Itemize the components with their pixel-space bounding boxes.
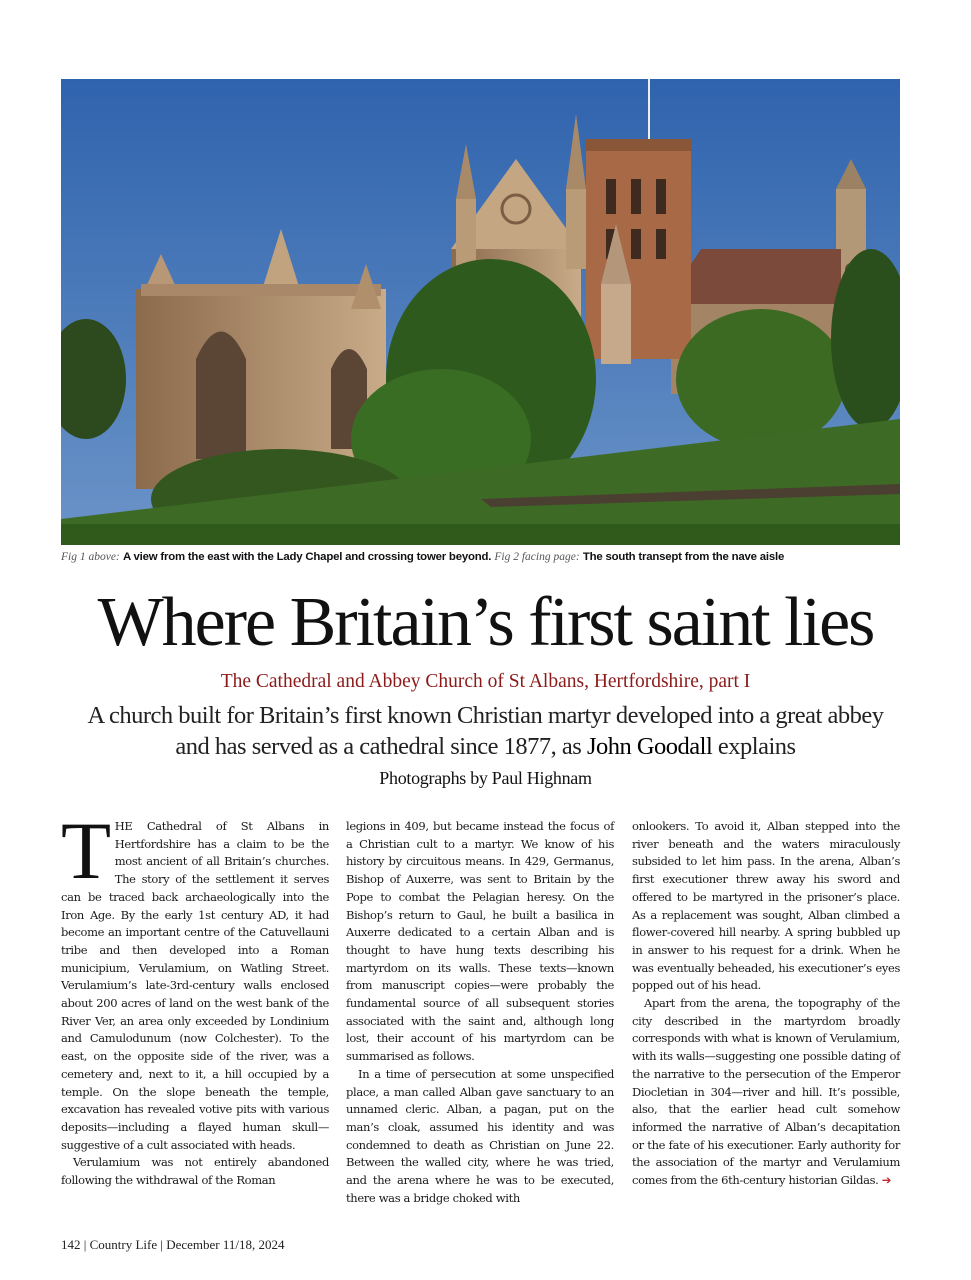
col1-paragraph-1: HE Cathedral of St Albans in Hertfordshire has a claim to be the most ancient of all Britain’s churches. The story of the settlement it serves can be traced back archaeologically into the Iron Age. By the early 1st century AD, it had become an important centre of the Catuvellauni tribe and then developed into a Roman municipium, Verulamium, on Watling Street. Verulamium’s late-3rd-century walls enclosed about 200 acres of land on the west bank of the River Ver, an area only exceeded by Londinium and Camulodunum (now Colchester). To the east, on the opposite side of the river, was a cemetery and, next to it, a hill occupied by a temple. On the slope beneath the temple, excavation has revealed votive pits with various deposits—including a flayed human skull—suggestive of a cult associated with heads. [61,819,329,1152]
drop-cap: T [61,805,111,896]
page-folio: 142 | Country Life | December 11/18, 2024 [61,1237,285,1252]
photographer-credit: Photographs by Paul Highnam [379,768,592,788]
col3-paragraph-1: onlookers. To avoid it, Alban stepped into the river beneath and the waters miraculously subsided to let him pass. In the arena, Alban’s first executioner threw away his sword and offered to be martyred in the prisoner’s place. As a replacement was sought, Alban climbed a flower-covered hill nearby. A spring bubbled up in answer to his request for a drink. When he was eventually beheaded, his executioner’s eyes popped out of his head. [632,819,900,993]
col2-paragraph-1: legions in 409, but became instead the focus of a Christian cult to a martyr. We know of his history by circuitous means. In 429, Germanus, Bishop of Auxerre, was sent to Britain by the Pope to combat the Pelagian heresy. On the Bishop’s return to Gaul, he built a basilica in Auxerre dedicated to a certain Alban and is thought to have hung texts describing his martyrdom on its walls. These texts—known from manuscript copies—were probably the fundamental source of all subsequent stories associated with the saint and, although long lost, their account of his martyrdom can be summarised as follows. [346,819,614,1064]
col3-paragraph-2-text: Apart from the arena, the topography of the city described in the martyrdom broadly corresponds with what is known of Verulamium, with its walls—suggesting one possible dating of the narrative to the persecution of the Emperor Diocletian in 304—river and hill. It’s possible, also, that the earlier head cult somehow informed the narrative of Alban’s decapitation or the fate of his executioner. Early authority for the association of the martyr and Verulamium comes from the 6th-century historian Gildas. [632,996,900,1188]
body-column-1 [61,805,329,1190]
fig2-caption: The south transept from the nave aisle [582,551,785,563]
body-paragraph [61,805,329,1154]
standfirst-text: A church built for Britain’s first known Christian martyr developed into a great abbey and has served as a cathedral since 1877, as [87,702,884,760]
col3-paragraph-2 [632,995,900,1190]
fig1-label: Fig 1 above: [61,551,120,563]
fig2-label: Fig 2 facing page: [494,551,580,563]
standfirst-end: explains [717,733,796,760]
continue-arrow-icon: ➔ [881,1173,892,1188]
fig1-caption: A view from the east with the Lady Chapel and crossing tower beyond. [122,551,492,563]
col1-paragraph-2: Verulamium was not entirely abandoned following the withdrawal of the Roman [61,1155,329,1188]
col2-paragraph-2: In a time of persecution at some unspecified place, a man called Alban gave sanctuary to an unnamed cleric. Alban, a pagan, put on the man’s cloak, assumed his identity and was condemned to death as Christian on June 22. Between the walled city, where he was tried, and the arena where he was to be executed, there was a bridge choked with [346,1066,614,1205]
cathedral-illustration [61,79,900,545]
cathedral-photo [61,79,900,545]
page-title: Where Britain’s first saint lies [97,584,874,661]
body-column-2 [346,818,614,1207]
standfirst [80,700,891,762]
author-name: John Goodall [586,733,713,760]
article-kicker: The Cathedral and Abbey Church of St Albans, Hertfordshire, part I [220,671,751,692]
body-column-3 [632,818,900,1190]
photo-caption [61,550,900,565]
